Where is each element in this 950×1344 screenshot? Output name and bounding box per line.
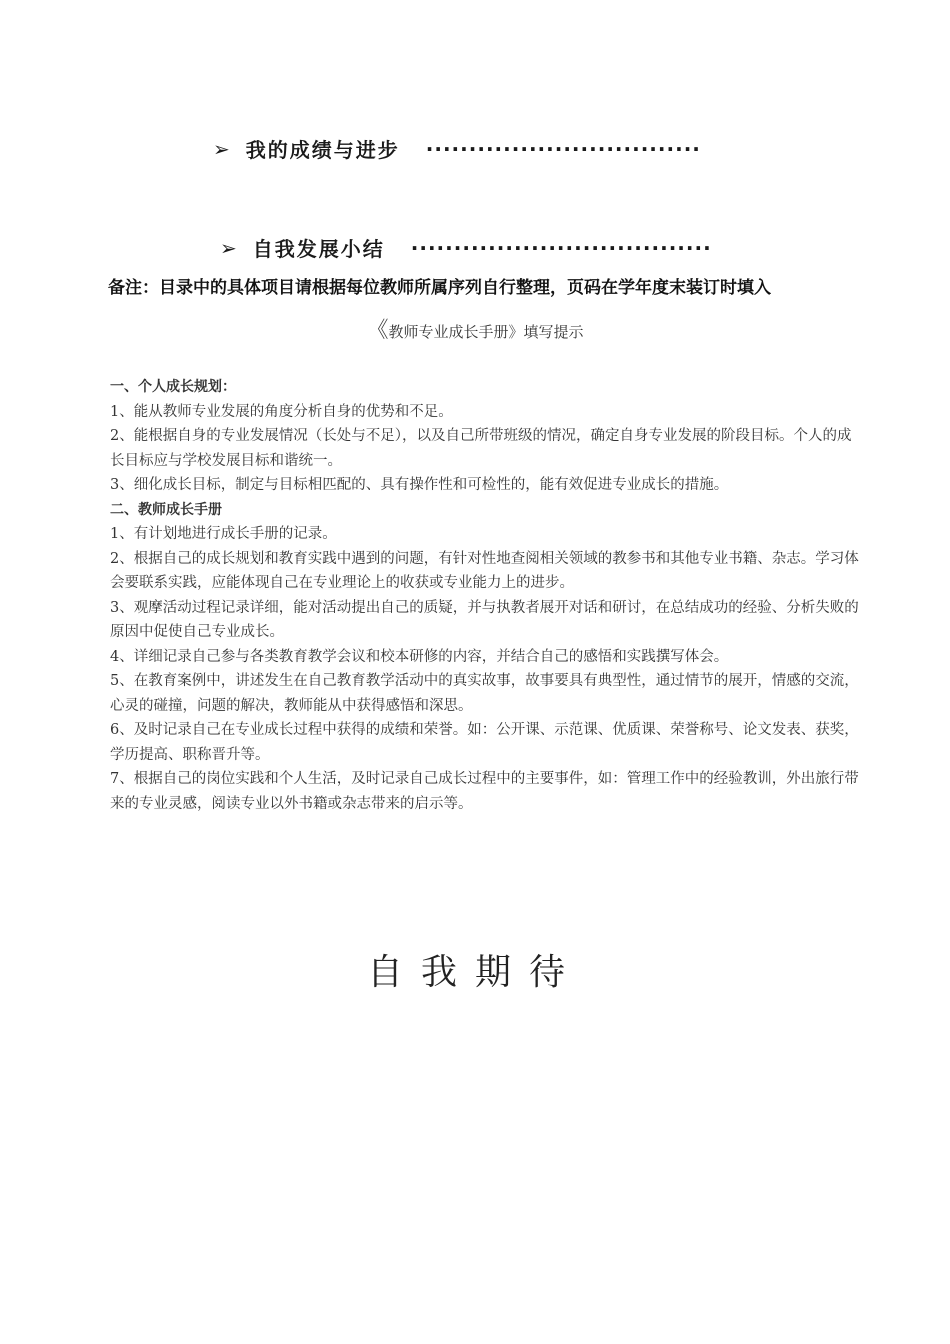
- toc-label: 自我发展小结: [252, 237, 385, 261]
- toc-leader-dots: ································: [425, 136, 701, 161]
- guide-item: 2、根据自己的成长规划和教育实践中遇到的问题，有针对性地查阅相关领域的教参书和其他专业书籍、杂志。学习体会要联系实践，应能体现自己在专业理论上的收获或专业能力上的进步。: [110, 550, 859, 591]
- guide-title-quote: 《: [366, 318, 389, 343]
- section-heading: 一、个人成长规划：: [110, 379, 236, 395]
- toc-note: 备注：目录中的具体项目请根据每位教师所属序列自行整理，页码在学年度末装订时填入: [108, 278, 771, 298]
- section-heading: 二、教师成长手册: [110, 501, 222, 518]
- guide-content: [110, 375, 860, 816]
- guide-item: 7、根据自己的岗位实践和个人生活，及时记录自己成长过程中的主要事件，如：管理工作中的经验教训，外出旅行带来的专业灵感，阅读专业以外书籍或杂志带来的启示等。: [110, 771, 859, 812]
- guide-item: 5、在教育案例中，讲述发生在自己教育教学活动中的真实故事，故事要具有典型性，通过情节的展开，情感的交流，心灵的碰撞，问题的解决，教师能从中获得感悟和深思。: [110, 673, 859, 714]
- arrow-bullet-icon: ➢: [213, 136, 232, 161]
- toc-entry-self-summary: [220, 233, 712, 262]
- arrow-bullet-icon: ➢: [220, 235, 239, 260]
- toc-leader-dots: ···································: [410, 235, 712, 260]
- guide-item: 4、详细记录自己参与各类教育教学会议和校本研修的内容，并结合自己的感悟和实践撰写体会。: [110, 648, 729, 665]
- guide-item: 6、及时记录自己在专业成长过程中获得的成绩和荣誉。如：公开课、示范课、优质课、荣誉称号、论文发表、获奖，学历提高、职称晋升等。: [110, 722, 859, 763]
- guide-item: 1、有计划地进行成长手册的记录。: [110, 526, 337, 542]
- guide-item: 3、细化成长目标，制定与目标相匹配的、具有操作性和可检性的，能有效促进专业成长的措施。: [110, 477, 729, 493]
- guide-item: 3、观摩活动过程记录详细，能对活动提出自己的质疑，并与执教者展开对话和研讨，在总结成功的经验、分析失败的原因中促使自己专业成长。: [110, 599, 859, 640]
- guide-item: 1、能从教师专业发展的角度分析自身的优势和不足。: [110, 403, 453, 420]
- page-title-self-expectation: 自我期待: [366, 952, 583, 993]
- toc-entry-achievements: [213, 134, 701, 163]
- toc-label: 我的成绩与进步: [245, 138, 400, 162]
- guide-title-text: 教师专业成长手册》填写提示: [388, 323, 584, 341]
- guide-item: 2、能根据自身的专业发展情况（长处与不足），以及自己所带班级的情况，确定自身专业发展的阶段目标。个人的成长目标应与学校发展目标和谐统一。: [110, 428, 852, 469]
- guide-title: [0, 313, 950, 344]
